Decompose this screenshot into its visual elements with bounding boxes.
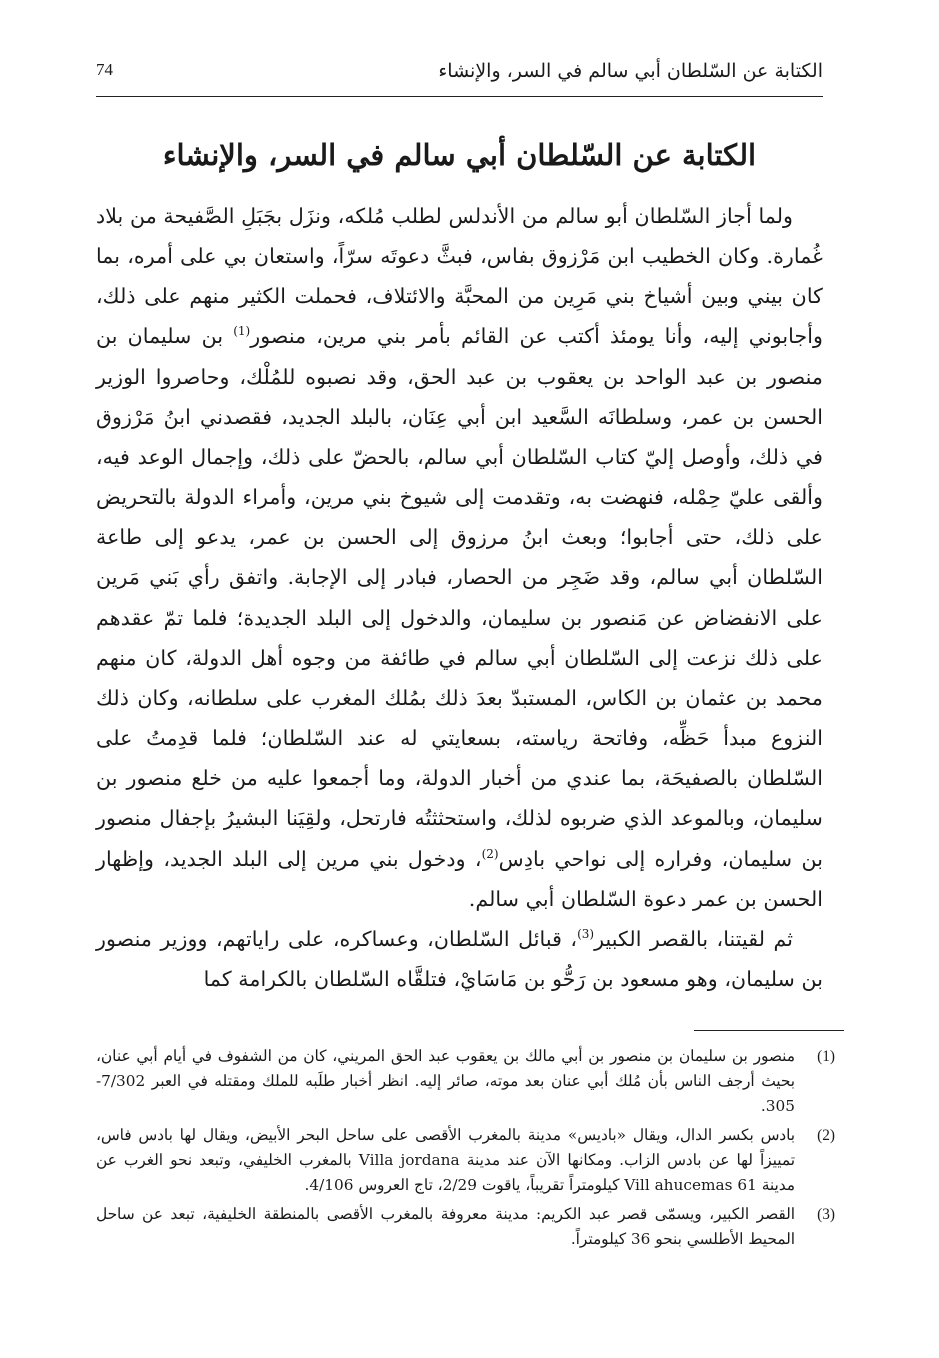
footnote-ref-3: (3): [577, 926, 595, 941]
footnote-divider: [694, 1030, 844, 1031]
footnote-text: بادس بكسر الدال، ويقال «باديس» مدينة بالمغرب الأقصى على ساحل البحر الأبيض، ويقال لها بادس فاس، تمييزاً لها عن بادس الزاب. ومكانها الآن عند مدينة Villa jordana بالمغرب الخليفي، وتبعد نحو الغرب عن مدينة Vill ahucemas 61 كيلومتراً تقريباً، ياقوت 2/29، تاج العروس 4/106.: [96, 1126, 795, 1194]
page-number: 74: [96, 60, 113, 79]
paragraph-1-text-b: بن سليمان بن منصور بن عبد الواحد بن يعقوب بن عبد الحق، وقد نصبوه للمُلْك، وحاصروا الوزير الحسن بن عمر، وسلطانَه السَّعيد ابن أبي عِنَان، بالبلد الجديد، فقصدني ابنُ مَرْزوق في ذلك، وأوصل إليّ كتاب السّلطان أبي سالم، بالحضّ على ذلك، وإجمال الوعد فيه، وألقى عليّ حِمْله، فنهضت به، وتقدمت إلى شيوخ بني مرين، وأمراء الدولة بالتحريض على ذلك، حتى أجابوا؛ وبعث ابنُ مرزوق إلى الحسن بن عمر، يدعو إلى طاعة السّلطان أبي سالم، وقد ضَجِر من الحصار، فبادر إلى الإجابة. واتفق رأي بَني مَرين على الانفضاض عن مَنصور بن سليمان، والدخول إلى البلد الجديدة؛ فلما تمّ عقدهم على ذلك نزعت إلى السّلطان أبي سالم في طائفة من وجوه أهل الدولة، كان منهم محمد بن عثمان بن الكاس، المستبدّ بعدَ ذلك بمُلك المغرب على سلطانه، وكان ذلك النزوع مبدأ حَظِّه، وفاتحة رياسته، بسعايتي له عند السّلطان؛ فلما قدِمتُ على السّلطان بالصفيحَة، بما عندي من أخبار الدولة، وما أجمعوا عليه من خلع منصور بن سليمان، وبالموعد الذي ضربوه لذلك، واستحثثتُه فارتحل، ولقِيَنا البشيرُ بإجفال منصور بن سليمان، وفراره إلى نواحي بادِس: [96, 324, 824, 871]
paragraph-2-text-b: ، قبائل السّلطان، وعساكره، على راياتهم، ووزير منصور بن سليمان، وهو مسعود بن رَحُّو بن مَاسَايْ، فتلقَّاه السّلطان بالكرامة كما: [96, 926, 823, 991]
paragraph-1-text-c: ، ودخول بني مرين إلى البلد الجديد، وإظهار الحسن بن عمر دعوة السّلطان أبي سالم.: [96, 846, 823, 911]
footnote-ref-1: (1): [233, 324, 251, 339]
main-text: [96, 196, 823, 999]
running-title: الكتابة عن السّلطان أبي سالم في السر، والإنشاء: [438, 60, 823, 82]
paragraph-2-text-a: ثم لقيتنا، بالقصر الكبير: [594, 926, 793, 951]
footnote-number: (1): [817, 1048, 835, 1065]
running-header: [96, 56, 823, 96]
footnote-number: (2): [817, 1127, 835, 1144]
footnote-1: [96, 1044, 835, 1119]
footnote-text: القصر الكبير، ويسمّى قصر عبد الكريم: مدينة معروفة بالمغرب الأقصى بالمنطقة الخليفية، تبعد عن ساحل المحيط الأطلسي بنحو 36 كيلومتراً.: [96, 1205, 795, 1248]
footnote-3: [96, 1202, 835, 1252]
footnote-ref-2: (2): [481, 846, 499, 861]
paragraph-1-text-a: ولما أجاز السّلطان أبو سالم من الأندلس لطلب مُلكه، ونزَل بجَبَلِ الصَّفيحة من بلاد غُمارة. وكان الخطيب ابن مَرْزوق بفاس، فبثَّ دعوتَه سرّاً، واستعان بي على أمره، بما كان بيني وبين أشياخ بني مَرِين من المحبَّة والائتلاف، فحملت الكثير منهم على ذلك، وأجابوني إليه، وأنا يومئذ أكتب عن القائم بأمر بني مرين، منصور: [96, 204, 823, 349]
footnote-2: [96, 1123, 835, 1198]
footnote-text: منصور بن سليمان بن منصور بن أبي مالك بن يعقوب عبد الحق المريني، كان من الشفوف في أيام أبي عنان، بحيث أرجف الناس بأن مُلك أبي عنان بعد موته، صائر إليه. انظر أخبار طلَبه للملك ومقتله في العبر 7/302-305.: [96, 1047, 795, 1115]
footnote-number: (3): [817, 1206, 835, 1223]
header-divider: [96, 96, 823, 97]
footnotes: [96, 1044, 835, 1256]
paragraph-2: [96, 919, 823, 999]
section-title: الكتابة عن السّلطان أبي سالم في السر، والإنشاء: [162, 138, 757, 172]
paragraph-1: [96, 196, 823, 919]
